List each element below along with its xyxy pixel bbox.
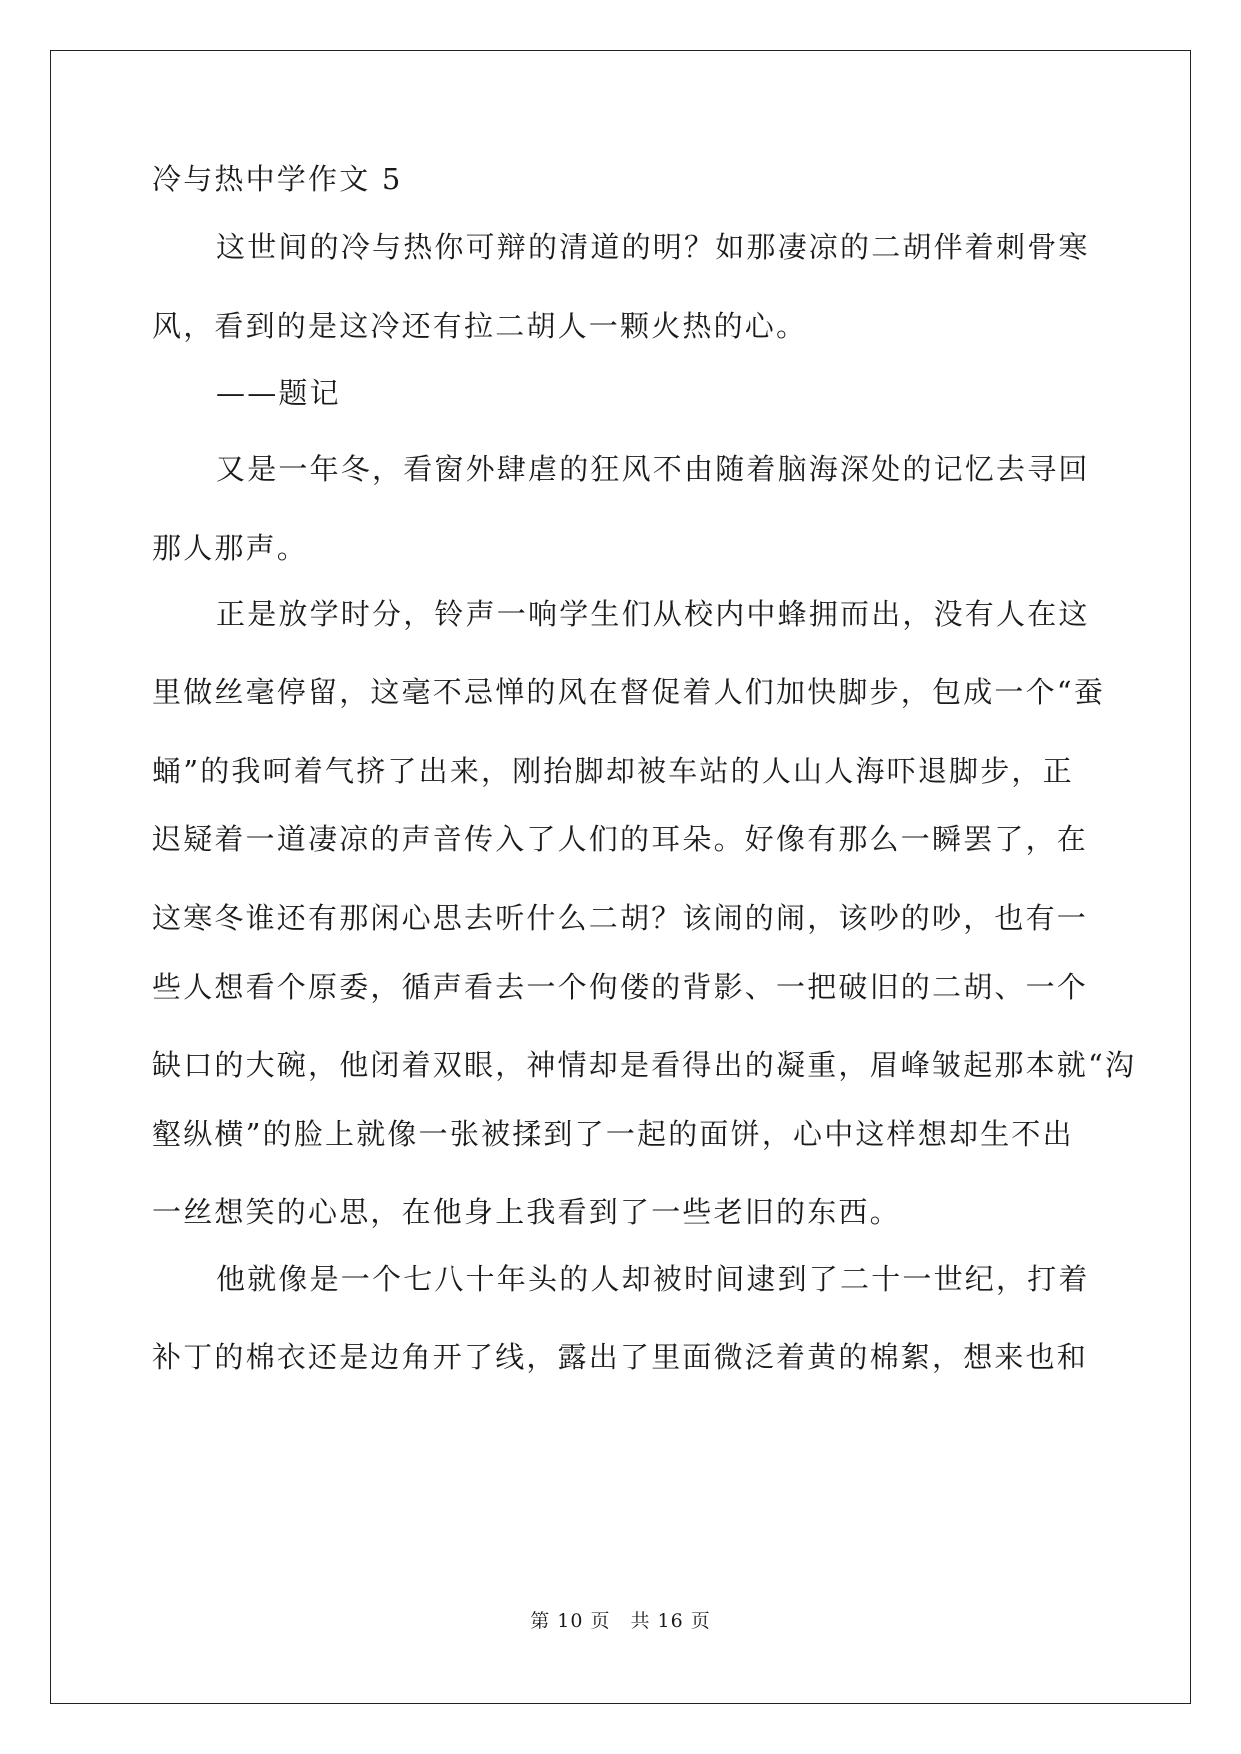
page-number: 第 10 页 共 16 页 [530,1610,711,1632]
text-line: 正是放学时分，铃声一响学生们从校内中蜂拥而出，没有人在这 [216,597,1090,631]
text-line: 缺口的大碗，他闭着双眼，神情却是看得出的凝重，眉峰皱起那本就“沟 [152,1048,1137,1082]
epigraph-attribution: ——题记 [216,376,341,410]
text-line: 壑纵横”的脸上就像一张被揉到了一起的面饼，心中这样想却生不出 [152,1117,1074,1151]
text-line: 补丁的棉衣还是边角开了线，露出了里面微泛着黄的棉絮，想来也和 [152,1340,1089,1374]
text-line: 这世间的冷与热你可辩的清道的明？如那凄凉的二胡伴着刺骨寒 [216,230,1090,264]
text-line: 里做丝毫停留，这毫不忌惮的风在督促着人们加快脚步，包成一个“蚕 [152,675,1106,709]
text-line: 风，看到的是这冷还有拉二胡人一颗火热的心。 [152,309,808,343]
text-line: 又是一年冬，看窗外肆虐的狂风不由随着脑海深处的记忆去寻回 [216,452,1090,486]
text-line: 那人那声。 [152,531,309,565]
text-line: 这寒冬谁还有那闲心思去听什么二胡？该闹的闹，该吵的吵，也有一 [152,901,1089,935]
text-line: 蛹”的我呵着气挤了出来，刚抬脚却被车站的人山人海吓退脚步，正 [152,754,1074,788]
text-line: 迟疑着一道凄凉的声音传入了人们的耳朵。好像有那么一瞬罢了，在 [152,822,1089,856]
text-line: 他就像是一个七八十年头的人却被时间逮到了二十一世纪，打着 [216,1262,1090,1296]
text-line: 些人想看个原委，循声看去一个佝偻的背影、一把破旧的二胡、一个 [152,970,1089,1004]
text-line: 一丝想笑的心思，在他身上我看到了一些老旧的东西。 [152,1195,901,1229]
document-title: 冷与热中学作文 5 [152,162,403,196]
page-border [50,50,1191,1704]
